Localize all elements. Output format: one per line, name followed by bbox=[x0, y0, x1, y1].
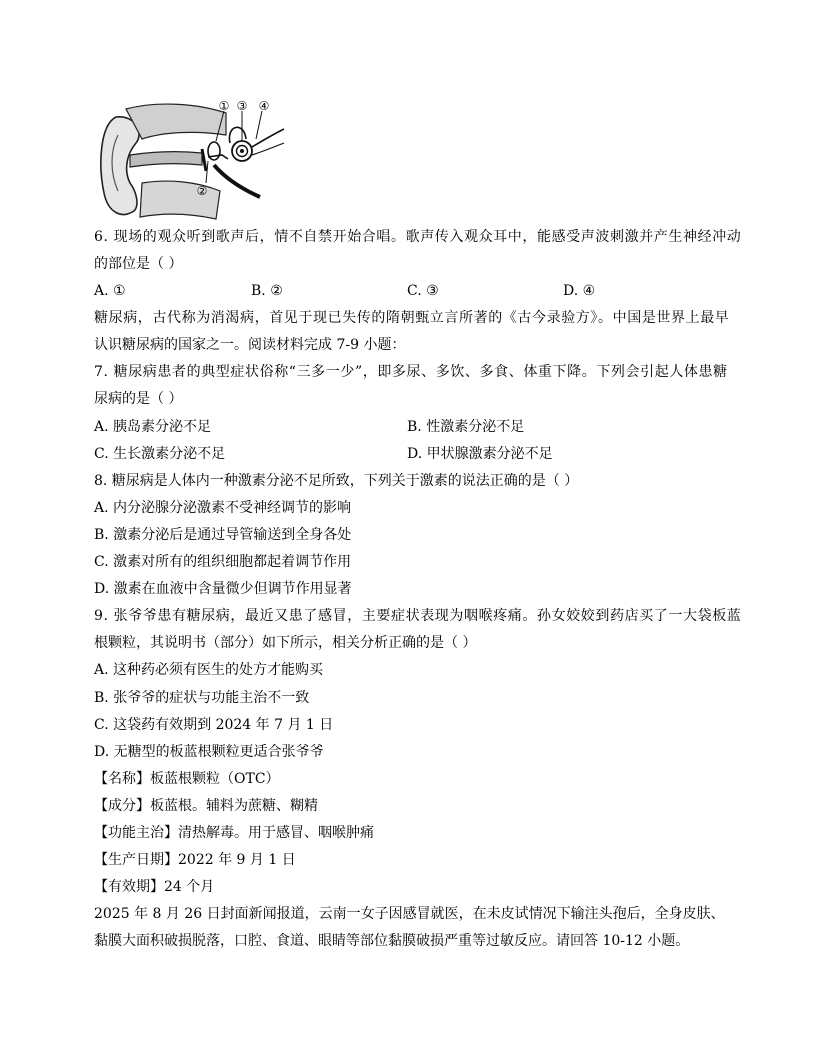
intro-7-9-line2: 认识糖尿病的国家之一。阅读材料完成 7-9 小题： bbox=[94, 337, 406, 353]
leader-4 bbox=[256, 111, 262, 139]
q6-stem-line2: 的部位是（ ） bbox=[94, 256, 183, 272]
label-1: ① bbox=[218, 99, 230, 113]
q7-stem-line1: 7. 糖尿病患者的典型症状俗称“三多一少”，即多尿、多饮、多食、体重下降。下列会引起人体患糖 bbox=[94, 364, 728, 380]
label-4: ④ bbox=[258, 99, 270, 113]
q7-stem-line2: 尿病的是（ ） bbox=[94, 391, 183, 407]
eardrum bbox=[202, 149, 206, 171]
temporal-bone bbox=[126, 104, 226, 139]
leaflet-production-date: 【生产日期】2022 年 9 月 1 日 bbox=[94, 852, 296, 868]
q9-stem-line1: 9. 张爷爷患有糖尿病，最近又患了感冒，主要症状表现为咽喉疼痛。孙女姣姣到药店买了一大袋板蓝 bbox=[94, 608, 742, 624]
intro-10-12-line1: 2025 年 8 月 26 日封面新闻报道，云南一女子因感冒就医，在未皮试情况下输注头孢后，全身皮肤、 bbox=[94, 906, 725, 922]
q7-option-d: D. 甲状腺激素分泌不足 bbox=[407, 446, 553, 462]
q6-option-b: B. ② bbox=[251, 283, 283, 299]
q9-stem-line2: 根颗粒，其说明书（部分）如下所示，相关分析正确的是（ ） bbox=[94, 635, 477, 651]
ear-diagram-svg bbox=[96, 95, 286, 225]
q7-option-b: B. 性激素分泌不足 bbox=[407, 419, 525, 435]
ear-diagram bbox=[96, 95, 286, 225]
label-2: ② bbox=[196, 184, 208, 198]
q6-option-d: D. ④ bbox=[563, 283, 596, 299]
lower-bone bbox=[140, 181, 220, 219]
label-3: ③ bbox=[236, 99, 248, 113]
eustachian-tube bbox=[214, 165, 260, 197]
ear-canal bbox=[130, 152, 202, 167]
q9-option-a: A. 这种药必须有医生的处方才能购买 bbox=[94, 662, 324, 678]
leaflet-name: 【名称】板蓝根颗粒（OTC） bbox=[94, 771, 280, 787]
q7-option-a: A. 胰岛素分泌不足 bbox=[94, 419, 212, 435]
leaflet-ingredients: 【成分】板蓝根。辅料为蔗糖、糊精 bbox=[94, 798, 318, 814]
cochlea-core bbox=[240, 149, 244, 153]
leaflet-validity: 【有效期】24 个月 bbox=[94, 879, 215, 895]
q8-option-a: A. 内分泌腺分泌激素不受神经调节的影响 bbox=[94, 500, 352, 516]
q6-stem-line1: 6. 现场的观众听到歌声后，情不自禁开始合唱。歌声传入观众耳中，能感受声波刺激并产生神经冲动 bbox=[94, 229, 742, 245]
leaflet-indications: 【功能主治】清热解毒。用于感冒、咽喉肿痛 bbox=[94, 825, 374, 841]
q6-option-a: A. ① bbox=[94, 283, 126, 299]
q9-option-c: C. 这袋药有效期到 2024 年 7 月 1 日 bbox=[94, 717, 334, 733]
q9-option-b: B. 张爷爷的症状与功能主治不一致 bbox=[94, 690, 310, 706]
q9-option-d: D. 无糖型的板蓝根颗粒更适合张爷爷 bbox=[94, 744, 324, 760]
q7-option-c: C. 生长激素分泌不足 bbox=[94, 446, 226, 462]
intro-7-9-line1: 糖尿病，古代称为消渴病，首见于现已失传的隋朝甄立言所著的《古今录验方》。中国是世界上最早 bbox=[94, 310, 730, 326]
q8-stem: 8. 糖尿病是人体内一种激素分泌不足所致，下列关于激素的说法正确的是（ ） bbox=[94, 473, 579, 489]
q6-option-c: C. ③ bbox=[407, 283, 439, 299]
q8-option-c: C. 激素对所有的组织细胞都起着调节作用 bbox=[94, 554, 352, 570]
q8-option-d: D. 激素在血液中含量微少但调节作用显著 bbox=[94, 581, 352, 597]
intro-10-12-line2: 黏膜大面积破损脱落，口腔、食道、眼睛等部位黏膜破损严重等过敏反应。请回答 10-12 小题。 bbox=[94, 933, 690, 949]
q8-option-b: B. 激素分泌后是通过导管输送到全身各处 bbox=[94, 527, 352, 543]
